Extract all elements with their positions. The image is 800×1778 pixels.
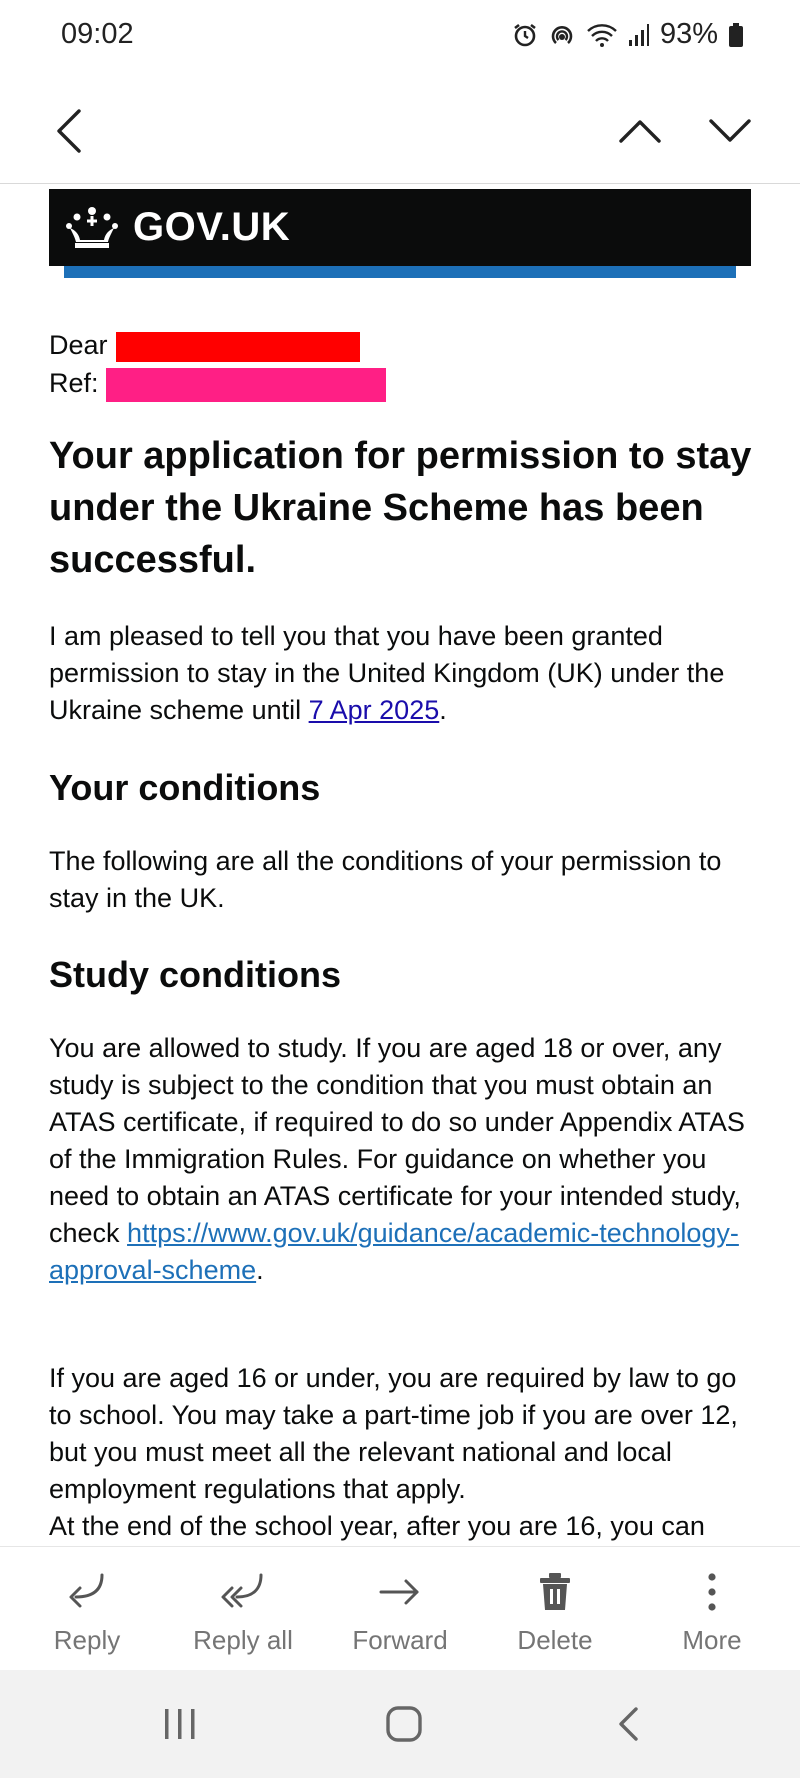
reply-all-icon: [219, 1572, 267, 1612]
alarm-icon: [512, 22, 538, 48]
hotspot-icon: [548, 22, 576, 48]
chevron-up-icon: [618, 118, 662, 144]
status-bar: [0, 0, 800, 78]
govuk-logotype: GOV.UK: [133, 205, 291, 249]
intro-paragraph: [49, 618, 759, 729]
signal-icon: [628, 23, 650, 47]
reply-all-label: Reply all: [193, 1625, 293, 1655]
dear-line: [49, 326, 386, 364]
atas-guidance-link[interactable]: https://www.gov.uk/guidance/academic-technology-approval-scheme: [49, 1218, 739, 1285]
email-action-bar: [0, 1546, 800, 1671]
back-arrow-icon: [55, 108, 83, 154]
home-icon: [385, 1705, 423, 1743]
battery-percent: 93%: [659, 18, 718, 50]
battery-icon: [728, 22, 744, 48]
trash-icon: [538, 1572, 572, 1612]
more-button[interactable]: [637, 1547, 787, 1671]
study-conditions-heading: Study conditions: [49, 954, 341, 995]
reply-all-button[interactable]: [168, 1547, 318, 1671]
more-label: More: [682, 1625, 742, 1655]
crown-icon: [65, 206, 119, 250]
wifi-icon: [586, 22, 618, 48]
status-time: 09:02: [61, 18, 134, 50]
ref-line: [49, 364, 386, 402]
email-body[interactable]: [0, 184, 800, 1546]
intro-text: I am pleased to tell you that you have been granted permission to stay in the United Kingdom (UK) under the Ukraine scheme until: [49, 621, 725, 725]
delete-button[interactable]: [480, 1547, 630, 1671]
previous-email-button[interactable]: [605, 78, 675, 183]
greeting-block: [49, 326, 386, 402]
next-email-button[interactable]: [695, 78, 765, 183]
study-text: You are allowed to study. If you are aged 18 or over, any study is subject to the condition that you must obtain an ATAS certificate, if required to do so under Appendix ATAS of the Immigration Rules. For guidance on whether you need to obtain an ATAS certificate for your intended study, check: [49, 1033, 745, 1248]
conditions-paragraph: The following are all the conditions of your permission to stay in the UK.: [49, 846, 722, 913]
expiry-date-link[interactable]: 7 Apr 2025: [308, 695, 440, 725]
forward-button[interactable]: [325, 1547, 475, 1671]
reply-button[interactable]: [12, 1547, 162, 1671]
reply-label: Reply: [53, 1625, 121, 1655]
intro-end: .: [439, 695, 447, 725]
study-paragraph: [49, 1030, 759, 1289]
system-back-button[interactable]: [588, 1690, 668, 1758]
email-toolbar: [0, 78, 800, 184]
back-button[interactable]: [34, 78, 104, 183]
ref-label: Ref:: [49, 368, 99, 398]
study-end: .: [256, 1255, 264, 1285]
main-heading: Your application for permission to stay under the Ukraine Scheme has been successful.: [49, 435, 752, 581]
redacted-reference: [106, 368, 386, 402]
govuk-logo[interactable]: [65, 205, 290, 250]
forward-label: Forward: [352, 1625, 448, 1655]
status-icons: [512, 18, 744, 51]
school-paragraph: [49, 1360, 759, 1545]
system-navigation-bar: [0, 1670, 800, 1778]
recent-apps-button[interactable]: [140, 1690, 220, 1758]
conditions-heading: Your conditions: [49, 767, 321, 808]
forward-arrow-icon: [378, 1576, 422, 1608]
system-back-icon: [616, 1706, 640, 1742]
more-vertical-icon: [707, 1572, 717, 1612]
govuk-blue-bar: [64, 266, 736, 278]
dear-label: Dear: [49, 330, 108, 360]
delete-label: Delete: [517, 1625, 593, 1655]
redacted-name: [116, 332, 360, 362]
school-text: If you are aged 16 or under, you are required by law to go to school. You may take a part-time job if you are over 12, but you must meet all the relevant national and local employment regulations that apply.: [49, 1363, 738, 1504]
school-text-2: At the end of the school year, after you are 16, you can: [49, 1511, 705, 1541]
chevron-down-icon: [708, 118, 752, 144]
recent-apps-icon: [162, 1707, 198, 1741]
govuk-header: [49, 189, 751, 266]
home-button[interactable]: [364, 1690, 444, 1758]
reply-icon: [66, 1572, 108, 1612]
